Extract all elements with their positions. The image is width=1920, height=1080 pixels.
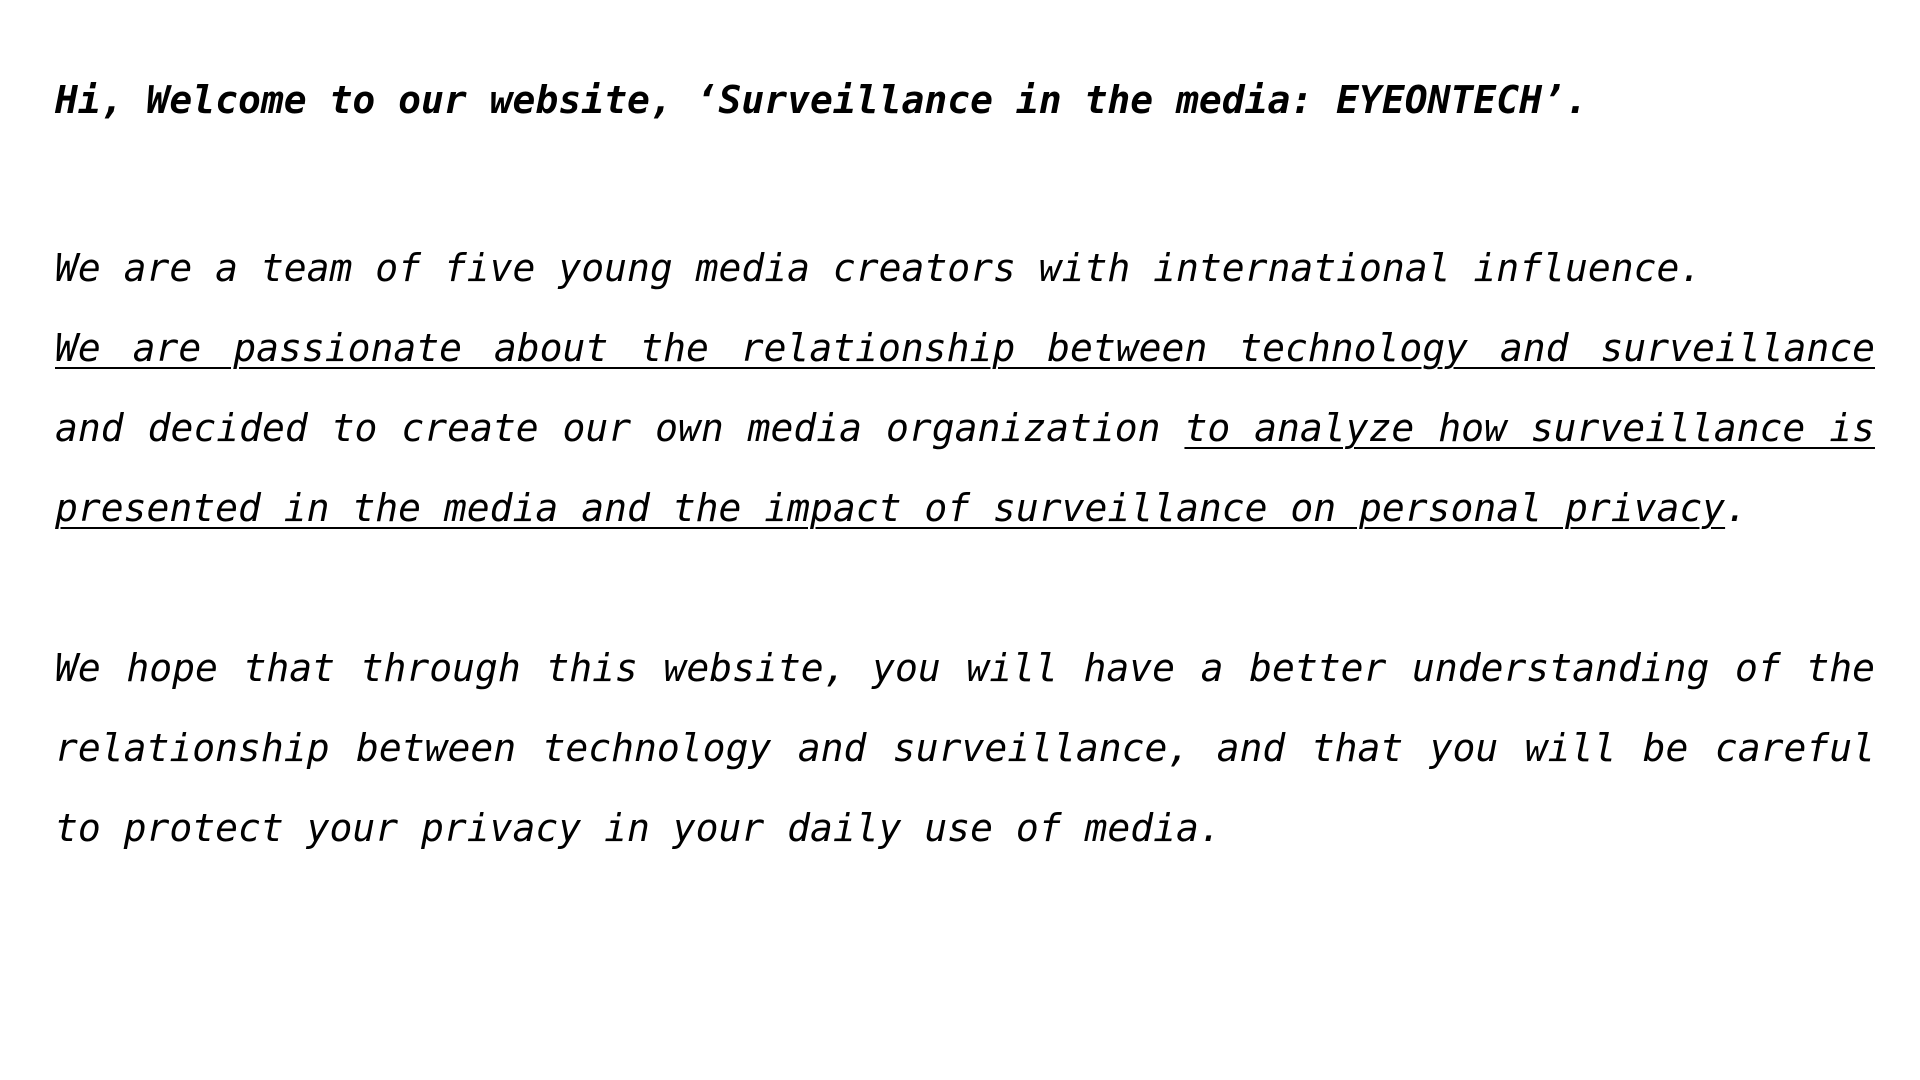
mission-underlined-passion: We are passionate about the relationship between technology and surveillance <box>55 326 1875 370</box>
mission-plain-text: and decided to create our own media organization <box>55 406 1185 450</box>
team-intro: We are a team of five young media creators with international influence. <box>55 246 1703 290</box>
document-page <box>55 66 1875 868</box>
welcome-heading: Hi, Welcome to our website, ‘Surveillance in the media: EYEONTECH’. <box>55 78 1588 122</box>
closing-paragraph: We hope that through this website, you will have a better understanding of the relationship between technology and surveillance, and that you will be careful to protect your privacy in your daily use of media. <box>55 646 1875 850</box>
mission-period: . <box>1725 486 1748 530</box>
mission-paragraph <box>55 308 1875 548</box>
mission-underlined-goal: to analyze how surveillance is presented in the media and the impact of surveillance on personal privacy <box>55 406 1875 530</box>
